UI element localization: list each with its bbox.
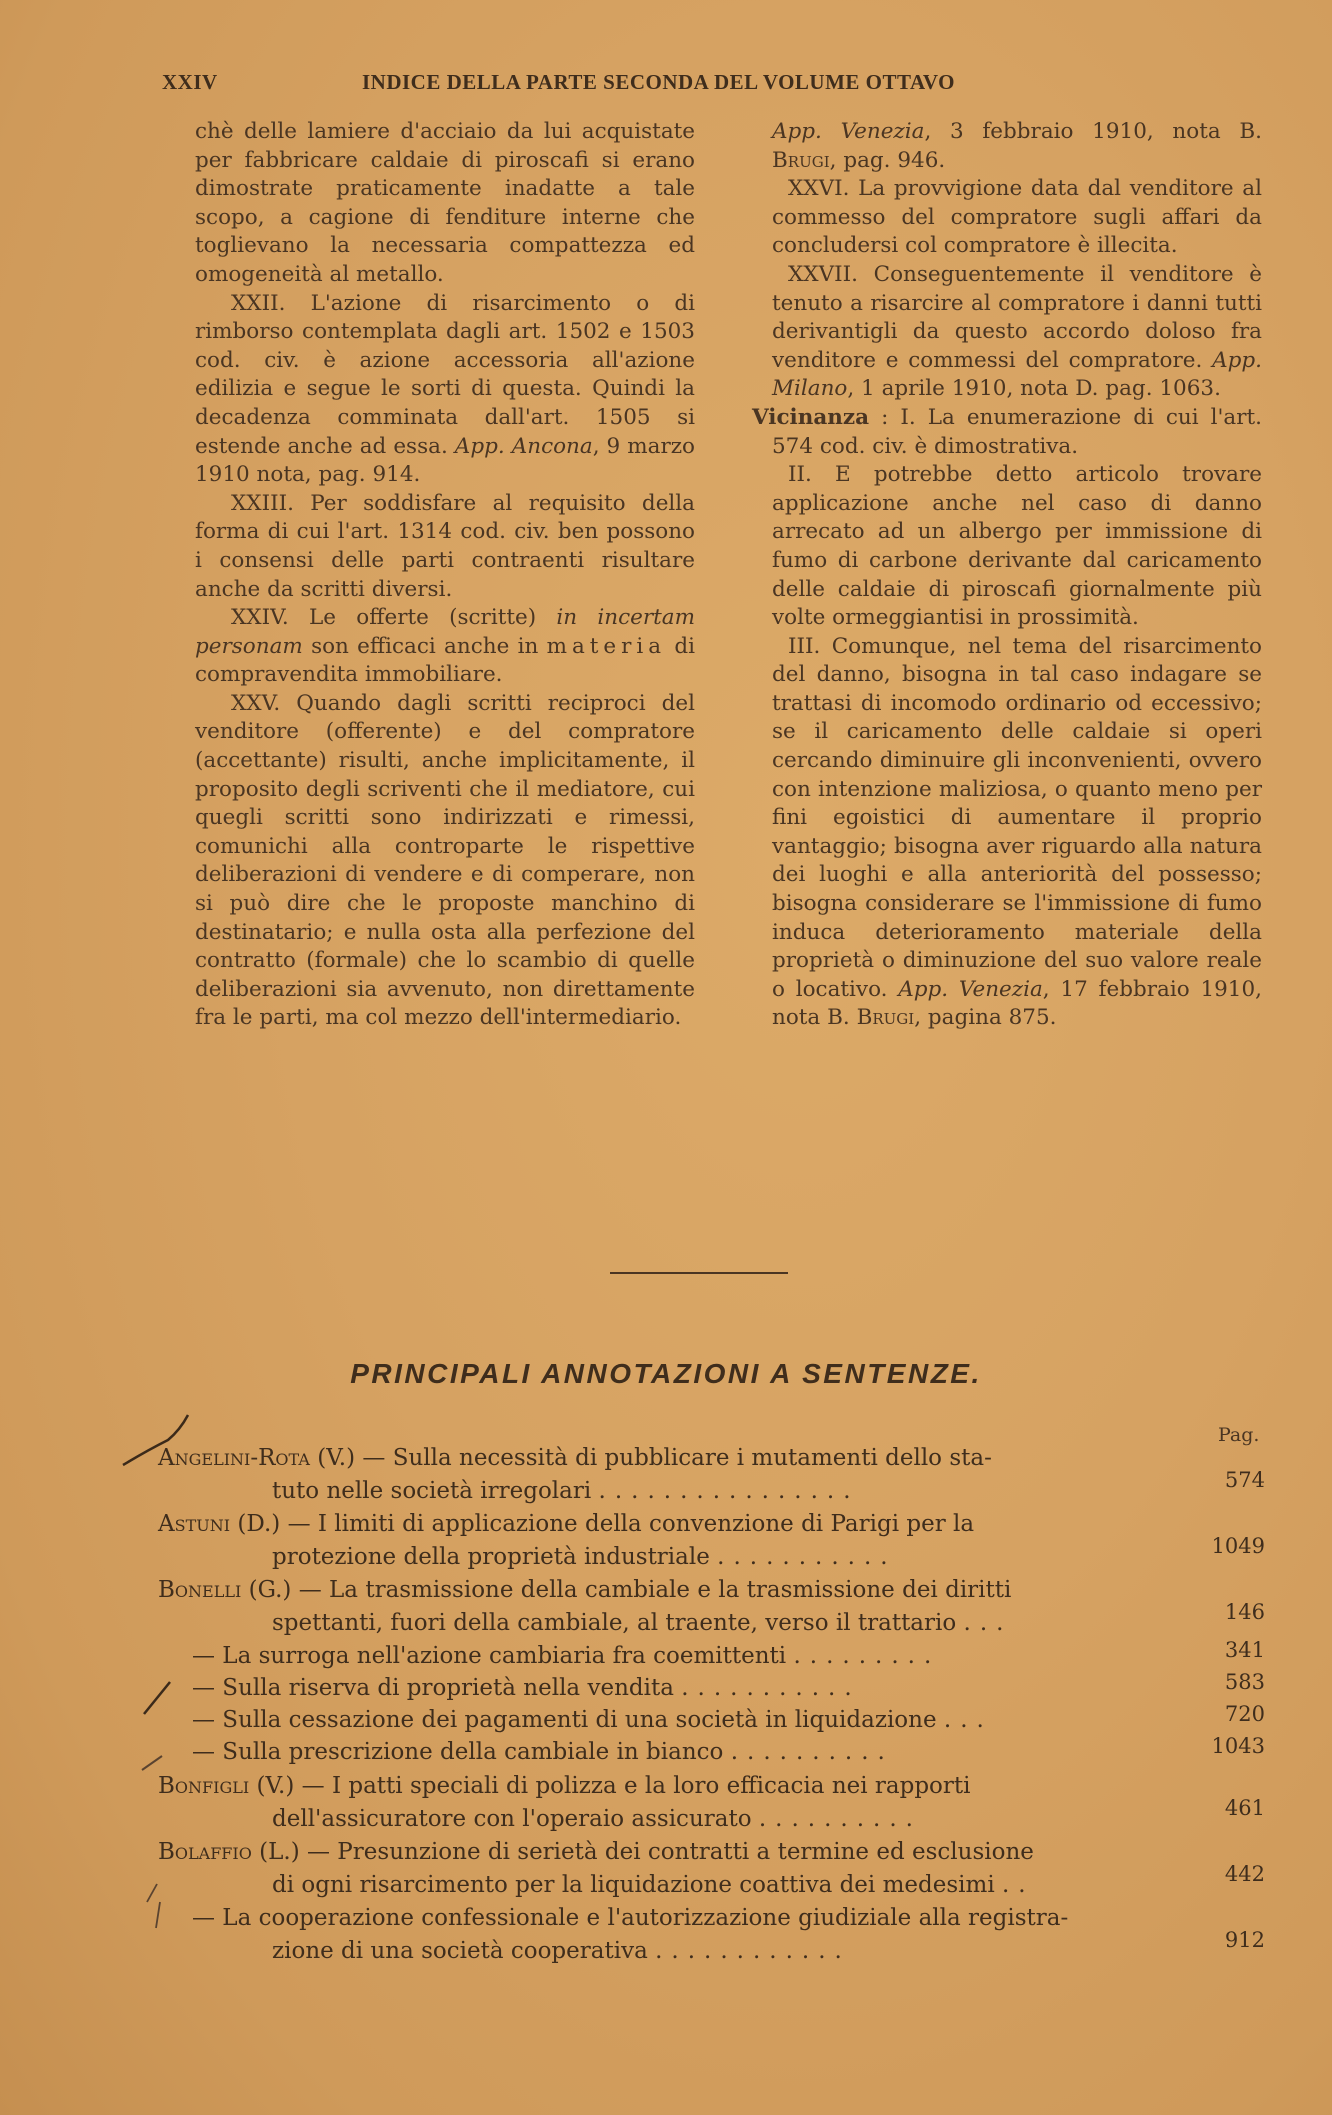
dot-leader: .......... [758, 1806, 922, 1832]
page-reference: 583 [1224, 1670, 1265, 1694]
dot-leader: ............ [655, 1938, 851, 1964]
citation-continuation [752, 118, 1262, 175]
running-title: INDICE DELLA PARTE SECONDA DEL VOLUME OTTAVO [362, 70, 955, 94]
annotator-name: Bolaffio [158, 1839, 252, 1865]
entry-title: — Sulla prescrizione della cambiale in bianco [192, 1739, 724, 1765]
paragraph-text: Per soddisfare al requisito della forma di cui l'art. 1314 cod. civ. ben possono i consensi delle parti contraenti risultare anche da scritti diversi. [195, 490, 695, 602]
latin-phrase: in incertam personam [195, 605, 695, 659]
paragraph-numeral: XXVII. [788, 261, 858, 287]
entry-title: spettanti, fuori della cambiale, al traente, verso il trattario [272, 1610, 957, 1636]
entry-heading: Vicinanza [752, 404, 870, 430]
pencil-mark-icon [118, 1410, 198, 1470]
entry-title: di ogni risarcimento per la liquidazione coattiva dei medesimi [272, 1872, 995, 1898]
entry-title: tuto nelle società irregolari [272, 1478, 592, 1504]
citation-details: , 9 marzo 1910 nota, pag. 914. [195, 433, 695, 488]
citation-details: , 3 febbraio 1910, nota B. [924, 119, 1262, 144]
entry-title: zione di una società cooperativa [272, 1938, 648, 1964]
paragraph-xxiii [195, 490, 695, 604]
entry-second-line [272, 1869, 1035, 1902]
spaced-word: materia [546, 633, 667, 659]
citation-court: App. Milano [772, 347, 1262, 402]
entry-second-line [272, 1935, 851, 1968]
entry-title: — Sulla necessità di pubblicare i mutamenti dello sta- [362, 1445, 992, 1471]
entry-title: — La cooperazione confessionale e l'autorizzazione giudiziale alla registra- [192, 1905, 1069, 1931]
dot-leader: ... [943, 1707, 993, 1733]
dot-leader: .......... [730, 1739, 894, 1765]
pencil-mark-icon [140, 1676, 180, 1716]
pencil-mark-icon [150, 1900, 170, 1930]
citation-court: App. Ancona [454, 433, 593, 459]
entry-first-line [192, 1640, 940, 1673]
annotator-initials: (L.) [259, 1839, 300, 1865]
entry-title: dell'assicuratore con l'operaio assicurato [272, 1806, 752, 1832]
citation-court: App. Venezia [898, 976, 1043, 1002]
annotator-name: Bonelli [158, 1577, 242, 1603]
entry-first-line [192, 1672, 861, 1705]
paragraph-text: III. Comunque, nel tema del risarcimento del danno, bisogna in tal caso indagare se trattasi di incomodo ordinario od eccessivo; se il caricamento delle caldaie si operi cercando diminuire gli inconvenienti, ovvero con intenzione maliziosa, o quanto meno per fini egoistici di aumentare il proprio vantaggio; bisogna aver riguardo alla natura dei luoghi e alla anteriorità del possesso; bisogna considerare se l'immissione di fumo induca deterioramento materiale della proprietà o diminuzione del suo valore reale o locativo. [772, 633, 1262, 1002]
annotator-initials: (V.) [256, 1773, 295, 1799]
section-divider [610, 1272, 788, 1274]
entry-second-line [272, 1803, 922, 1836]
page-reference: 1043 [1211, 1734, 1265, 1758]
paragraph-text: di compravendita immobiliare. [195, 633, 696, 688]
annotator-initials: (V.) [317, 1445, 356, 1471]
annotator-initials: (D.) [237, 1511, 281, 1537]
entry-title: protezione della proprietà industriale [272, 1544, 710, 1570]
page-reference: 461 [1224, 1796, 1265, 1820]
entry-first-line [192, 1736, 894, 1769]
paragraph-numeral: XXII. [231, 290, 286, 316]
page-reference: 341 [1224, 1638, 1265, 1662]
annotator-initials: (G.) [248, 1577, 292, 1603]
paragraph-xxvii [752, 261, 1262, 404]
paragraph-text: I. La enumerazione di cui l'art. 574 cod. civ. è dimostrativa. [772, 404, 1262, 459]
citation-page: , pagina 875. [914, 1005, 1057, 1031]
section-title: PRINCIPALI ANNOTAZIONI A SENTENZE. [350, 1358, 982, 1389]
entry-title: — Presunzione di serietà dei contratti a termine ed esclusione [307, 1839, 1034, 1865]
dot-leader: ......... [793, 1643, 941, 1669]
page-reference: 574 [1224, 1468, 1265, 1492]
right-column [752, 118, 1262, 1033]
annotator-name: Brugi [772, 147, 830, 173]
entry-title: — I patti speciali di polizza e la loro efficacia nei rapporti [301, 1773, 971, 1799]
paragraph-numeral: XXIV. [231, 605, 289, 631]
pencil-mark-icon [138, 1750, 168, 1774]
paragraph-text: Quando dagli scritti reciproci del venditore (offerente) e del compratore (accettante) risulti, anche implicitamente, il proposito degli scriventi che il mediatore, cui quegli scritti sono indirizzati e rimessi, comunichi alla controparte le rispettive deliberazioni di vendere e di comperare, non si può dire che le proposte manchino di destinatario; e nulla osta alla perfezione del contratto (formale) che lo scambio di quelle deliberazioni sia avvenuto, non direttamente fra le parti, ma col mezzo dell'intermediario. [195, 690, 695, 1031]
left-column [195, 118, 695, 1033]
entry-title: — La surroga nell'azione cambiaria fra coemittenti [192, 1643, 787, 1669]
annotator-name: Brugi [856, 1005, 915, 1031]
entry-vicinanza [752, 404, 1262, 461]
dot-leader: ........... [681, 1675, 861, 1701]
dot-leader: ................ [598, 1478, 860, 1504]
entry-title: — La trasmissione della cambiale e la trasmissione dei diritti [298, 1577, 1012, 1603]
entry-first-line [192, 1902, 1068, 1935]
paragraph-numeral: XXIII. [231, 490, 294, 516]
page-reference: 146 [1224, 1600, 1265, 1624]
citation-court: App. Venezia [772, 119, 925, 144]
entry-title: — Sulla riserva di proprietà nella vendita [192, 1675, 674, 1701]
paragraph-text: La provvigione data dal venditore al commesso del compratore sugli affari da concludersi col compratore è illecita. [772, 176, 1262, 259]
entry-first-line [158, 1574, 1011, 1607]
page-number: XXIV [162, 70, 218, 94]
annotator-name: Angelini-Rota [158, 1445, 310, 1471]
paragraph-iii [752, 633, 1262, 1033]
paragraph-text: L'azione di risarcimento o di rimborso contemplata dagli art. 1502 e 1503 cod. civ. è azione accessoria all'azione edilizia e segue le sorti di questa. Quindi la decadenza comminata dall'art. 1505 si estende anche ad essa. [195, 290, 695, 459]
citation-details: , 17 febbraio 1910, nota B. [772, 976, 1262, 1031]
citation-details: , 1 aprile 1910, nota D. pag. 1063. [847, 376, 1221, 402]
entry-second-line [272, 1475, 860, 1508]
paragraph-text: Conseguentemente il venditore è tenuto a risarcire al compratore i danni tutti derivantigli da questo accordo doloso fra venditore e commessi del compratore. [772, 261, 1262, 373]
entry-title: — I limiti di applicazione della convenzione di Parigi per la [287, 1511, 975, 1537]
dot-leader: ........... [717, 1544, 897, 1570]
annotator-name: Bonfigli [158, 1773, 250, 1799]
page-reference: 720 [1224, 1702, 1265, 1726]
entry-second-line [272, 1541, 897, 1574]
paragraph-ii: II. E potrebbe detto articolo trovare applicazione anche nel caso di danno arrecato ad un albergo per immissione di fumo di carbone derivante dal caricamento delle caldaie di piroscafi giornalmente più volte ormeggiantisi in prossimità. [772, 462, 1262, 631]
paragraph-text: son efficaci anche in [311, 633, 539, 659]
paragraph-xxvi [752, 175, 1262, 261]
entry-title: — Sulla cessazione dei pagamenti di una società in liquidazione [192, 1707, 937, 1733]
entry-first-line [158, 1836, 1034, 1869]
entry-first-line [158, 1770, 971, 1803]
paragraph-xxiv [195, 604, 695, 690]
paragraph-xxv [195, 690, 695, 1033]
entry-first-line [158, 1508, 974, 1541]
dot-leader: ... [963, 1610, 1013, 1636]
page-reference: 1049 [1211, 1534, 1265, 1558]
annotator-name: Astuni [158, 1511, 231, 1537]
dot-leader: .. [1001, 1872, 1035, 1898]
page-column-label: Pag. [1218, 1424, 1260, 1446]
heading-colon: : [869, 404, 901, 430]
page-reference: 912 [1224, 1928, 1265, 1952]
entry-first-line [192, 1704, 993, 1737]
page-reference: 442 [1224, 1862, 1265, 1886]
paragraph-numeral: XXV. [231, 690, 281, 716]
paragraph-text: Le offerte (scritte) [308, 605, 537, 631]
paragraph-numeral: XXVI. [788, 176, 850, 202]
entry-second-line [272, 1607, 1012, 1640]
citation-page: , pag. 946. [829, 147, 946, 173]
paragraph-continuation: chè delle lamiere d'acciaio da lui acquistate per fabbricare caldaie di piroscafi si erano dimostrate praticamente inadatte a tale scopo, a cagione di fenditure interne che toglievano la necessaria compattezza ed omogeneità al metallo. [195, 119, 695, 287]
entry-first-line [158, 1442, 992, 1475]
paragraph-xxii [195, 290, 695, 490]
